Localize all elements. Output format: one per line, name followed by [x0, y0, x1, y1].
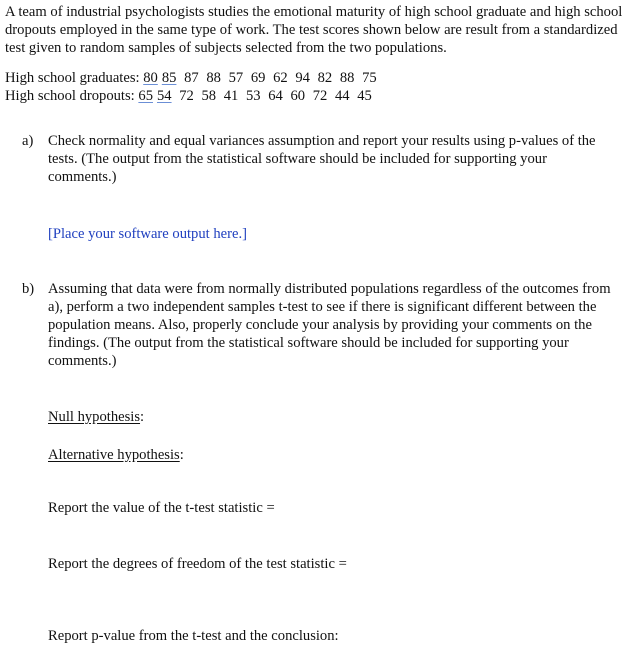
graduates-value: 85 — [161, 70, 177, 86]
alternative-hypothesis-label: Alternative hypothesis — [48, 447, 180, 463]
dropouts-value: 58 — [201, 88, 217, 104]
question-b — [22, 280, 616, 370]
dropouts-value: 60 — [290, 88, 306, 104]
dropouts-value: 53 — [245, 88, 261, 104]
p-value-conclusion-field[interactable]: Report p-value from the t-test and the conclusion: — [48, 628, 339, 644]
graduates-value: 94 — [295, 70, 310, 86]
alternative-hypothesis-colon: : — [179, 447, 184, 463]
question-a-text: Check normality and equal variances assumption and report your results using p-values of the tests. (The output from the statistical software should be included for supporting your comments.) — [48, 133, 596, 185]
question-a — [22, 132, 616, 186]
null-hypothesis-colon: : — [140, 409, 145, 425]
t-statistic-field[interactable]: Report the value of the t-test statistic = — [48, 500, 275, 516]
graduates-value: 69 — [250, 70, 266, 86]
graduates-label: High school graduates: — [5, 70, 140, 86]
dropouts-value: 65 — [138, 88, 153, 104]
graduates-value: 75 — [362, 70, 377, 86]
graduates-value: 88 — [206, 70, 221, 86]
degrees-of-freedom-field[interactable]: Report the degrees of freedom of the test statistic = — [48, 556, 347, 572]
graduates-value: 80 — [143, 70, 158, 86]
graduates-value: 57 — [228, 70, 244, 86]
graduates-value: 62 — [273, 70, 288, 86]
document-page — [5, 3, 625, 105]
software-output-placeholder[interactable]: [Place your software output here.] — [48, 226, 247, 242]
graduates-value: 87 — [184, 70, 199, 86]
question-b-letter: b) — [22, 281, 35, 297]
intro-paragraph: A team of industrial psychologists studies the emotional maturity of high school graduate and high school dropouts employed in the same type of work. The test scores shown below are result from a standardized test given to random samples of subjects selected from the two populations. — [5, 4, 623, 56]
null-hypothesis-label: Null hypothesis — [48, 409, 141, 425]
dropouts-value: 72 — [312, 88, 328, 104]
data-block — [5, 69, 625, 105]
dropouts-value: 44 — [334, 88, 350, 104]
question-b-text: Assuming that data were from normally distributed populations regardless of the outcomes from a), perform a two independent samples t-test to see if there is significant different between the population means. Also, properly conclude your analysis by providing your comments on the findings. (The output from the statistical software should be included for supporting your comments.) — [48, 281, 611, 369]
graduates-value: 88 — [339, 70, 355, 86]
alternative-hypothesis-field[interactable] — [48, 446, 184, 464]
dropouts-value: 54 — [156, 88, 172, 104]
dropouts-label: High school dropouts: — [5, 88, 135, 104]
dropouts-value: 41 — [223, 88, 239, 104]
dropouts-value: 64 — [268, 88, 283, 104]
dropouts-value: 72 — [179, 88, 194, 104]
dropouts-value: 45 — [357, 88, 372, 104]
question-a-letter: a) — [22, 133, 34, 149]
graduates-line — [5, 69, 625, 87]
dropouts-line — [5, 87, 625, 105]
null-hypothesis-field[interactable] — [48, 408, 144, 426]
graduates-value: 82 — [317, 70, 333, 86]
